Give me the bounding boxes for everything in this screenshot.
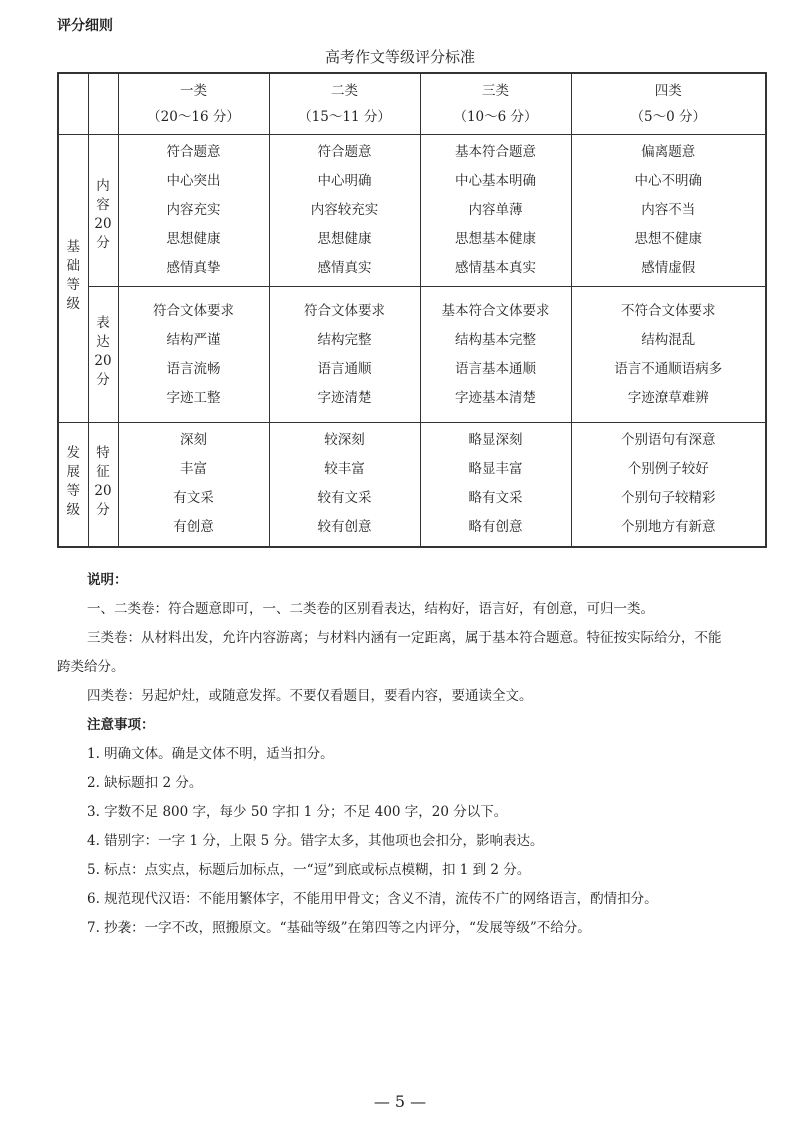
section-tag: 评分细则 xyxy=(57,18,113,34)
notes-section xyxy=(57,566,767,943)
expression-cell-2: 符合文体要求 结构完整 语言通顺 字迹清楚 xyxy=(269,287,420,423)
content-cell-3: 基本符合题意 中心基本明确 内容单薄 思想基本健康 感情基本真实 xyxy=(420,135,571,287)
explain-line-4: 四类卷：另起炉灶，或随意发挥。不要仅看题目，要看内容，要通读全文。 xyxy=(87,688,533,704)
expression-row xyxy=(58,287,766,423)
attention-heading: 注意事项： xyxy=(87,717,155,733)
content-cell-1: 符合题意 中心突出 内容充实 思想健康 感情真挚 xyxy=(118,135,269,287)
attention-item-6: 6. 规范现代汉语：不能用繁体字，不能用甲骨文；含义不清，流传不广的网络语言，酌情扣分。 xyxy=(87,891,658,907)
develop-level-label: 发 展 等 级 xyxy=(58,423,88,547)
expression-cell-1: 符合文体要求 结构严谨 语言流畅 字迹工整 xyxy=(118,287,269,423)
header-blank-2 xyxy=(88,73,118,135)
table-header-row xyxy=(58,73,766,135)
attention-item-7: 7. 抄袭：一字不改，照搬原文。“基础等级”在第四等之内评分，“发展等级”不给分。 xyxy=(87,920,591,936)
feature-cell-1: 深刻 丰富 有文采 有创意 xyxy=(118,423,269,547)
explain-line-2: 三类卷：从材料出发，允许内容游离；与材料内涵有一定距离，属于基本符合题意。特征按实际给分，不能 xyxy=(87,630,722,646)
header-grade-2: 二类 （15～11 分） xyxy=(269,73,420,135)
content-cell-4: 偏离题意 中心不明确 内容不当 思想不健康 感情虚假 xyxy=(571,135,766,287)
feature-cell-4: 个别语句有深意 个别例子较好 个别句子较精彩 个别地方有新意 xyxy=(571,423,766,547)
content-row xyxy=(58,135,766,287)
expression-cell-3: 基本符合文体要求 结构基本完整 语言基本通顺 字迹基本清楚 xyxy=(420,287,571,423)
explain-line-3: 跨类给分。 xyxy=(57,659,125,675)
grading-table xyxy=(57,72,767,548)
header-grade-3: 三类 （10～6 分） xyxy=(420,73,571,135)
basic-level-label: 基 础 等 级 xyxy=(58,135,88,423)
content-cell-2: 符合题意 中心明确 内容较充实 思想健康 感情真实 xyxy=(269,135,420,287)
header-grade-4: 四类 （5～0 分） xyxy=(571,73,766,135)
attention-item-5: 5. 标点：点实点，标题后加标点，一“逗”到底或标点模糊，扣 1 到 2 分。 xyxy=(87,862,531,878)
attention-item-2: 2. 缺标题扣 2 分。 xyxy=(87,775,203,791)
explain-heading: 说明： xyxy=(87,572,128,588)
feature-cell-3: 略显深刻 略显丰富 略有文采 略有创意 xyxy=(420,423,571,547)
table-title: 高考作文等级评分标准 xyxy=(324,48,475,66)
explain-line-1: 一、二类卷：符合题意即可，一、二类卷的区别看表达，结构好，语言好，有创意，可归一类。 xyxy=(87,601,654,617)
header-blank-1 xyxy=(58,73,88,135)
attention-item-3: 3. 字数不足 800 字，每少 50 字扣 1 分；不足 400 字，20 分以下。 xyxy=(87,804,508,820)
content-label: 内 容 20 分 xyxy=(88,135,118,287)
feature-cell-2: 较深刻 较丰富 较有文采 较有创意 xyxy=(269,423,420,547)
attention-item-4: 4. 错别字：一字 1 分，上限 5 分。错字太多，其他项也会扣分，影响表达。 xyxy=(87,833,544,849)
attention-item-1: 1. 明确文体。确是文体不明，适当扣分。 xyxy=(87,746,334,762)
feature-label: 特 征 20 分 xyxy=(88,423,118,547)
expression-cell-4: 不符合文体要求 结构混乱 语言不通顺语病多 字迹潦草难辨 xyxy=(571,287,766,423)
feature-row xyxy=(58,423,766,547)
header-grade-1: 一类 （20～16 分） xyxy=(118,73,269,135)
page-number: — 5 — xyxy=(373,1092,427,1111)
expression-label: 表 达 20 分 xyxy=(88,287,118,423)
